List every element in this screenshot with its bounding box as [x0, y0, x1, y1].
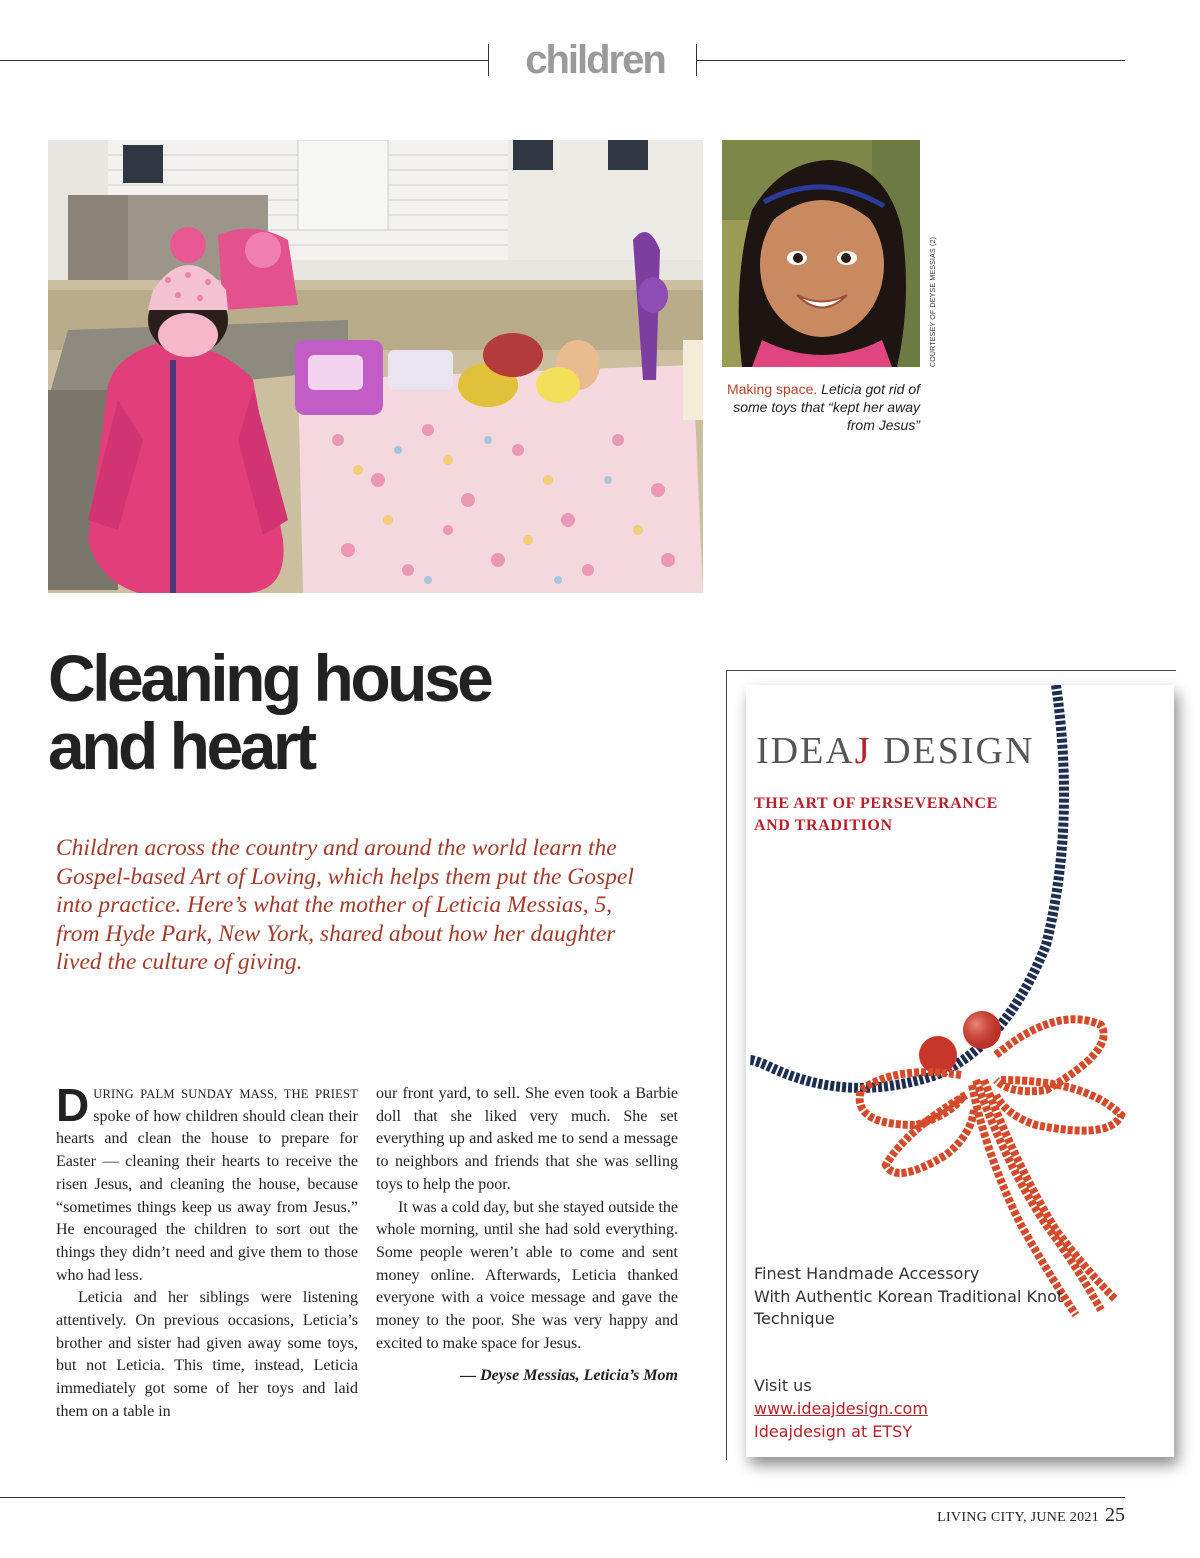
article-headline	[48, 641, 668, 783]
publication-date: LIVING CITY, JUNE 2021	[937, 1510, 1099, 1525]
ad-frame-top-rule	[726, 670, 1176, 671]
headline-line-2: and heart	[48, 709, 314, 783]
paragraph-3: It was a cold day, but she stayed outside the whole morning, until she had sold everything. Some people weren’t able to come and sent money online. Afterwards, Leticia thanked everyone with a voice message and gave the money to the poor. She was very happy and excited to make space for Jesus.	[376, 1198, 678, 1352]
ad-etsy-link[interactable]: Ideajdesign at ETSY	[754, 1422, 913, 1441]
section-tick-left	[488, 44, 489, 76]
drop-cap: D	[56, 1079, 90, 1131]
section-title: children	[525, 38, 665, 82]
photo-caption	[722, 380, 920, 434]
page-number: 25	[1105, 1504, 1125, 1526]
footer-rule	[0, 1497, 1125, 1498]
article-column-1	[56, 1079, 358, 1424]
brand-part-b: DESIGN	[871, 730, 1035, 772]
section-rule-left	[0, 60, 488, 61]
lead-in: URING PALM SUNDAY MASS, THE PRIEST	[93, 1087, 358, 1101]
article-column-2	[376, 1083, 678, 1388]
article-signature: — Deyse Messias, Leticia’s Mom	[460, 1367, 678, 1385]
ad-desc-line-3: Technique	[754, 1309, 835, 1328]
brand-accent: J	[854, 730, 872, 772]
paragraph-1	[56, 1079, 358, 1287]
page-folio	[937, 1504, 1125, 1527]
main-photo	[48, 140, 703, 593]
photo-credit: COURTESEY OF DEYSE MESSIAS (2)	[930, 236, 937, 367]
ad-brand-logo	[756, 729, 1034, 773]
section-rule-right	[696, 60, 1125, 61]
portrait-photo	[722, 140, 920, 367]
ad-desc-line-2: With Authentic Korean Traditional Knot	[754, 1286, 1064, 1306]
article-deck: Children across the country and around the world learn the Gospel-based Art of Loving, which helps them put the Gospel into practice. Here’s what the mother of Leticia Messias, 5, from Hyde Park, New York, shared about how her daughter lived the culture of giving.	[56, 835, 634, 975]
headline-line-1: Cleaning house	[48, 641, 491, 715]
tagline-line-1: THE ART OF PERSEVERANCE	[754, 795, 998, 812]
ad-description	[754, 1263, 1094, 1331]
paragraph-1-text: spoke of how children should clean their hearts and clean the house to prepare for Easter — cleaning their hearts to receive the risen Jesus, and cleaning the house, because “sometimes things keep us away from Jesus.” He encouraged the children to sort out the things they didn’t need and give them to those who had less.	[56, 1107, 358, 1284]
ideaj-design-ad[interactable]	[746, 685, 1174, 1457]
caption-text: Leticia got rid of some toys that “kept her away from Jesus”	[733, 381, 920, 433]
caption-lead: Making space.	[726, 381, 818, 397]
ad-visit-label: Visit us	[754, 1376, 812, 1395]
ad-tagline	[754, 793, 1034, 837]
ad-website-link[interactable]: www.ideajdesign.com	[754, 1399, 928, 1418]
ad-desc-line-1: Finest Handmade Accessory	[754, 1264, 980, 1283]
tagline-line-2: AND TRADITION	[754, 817, 893, 834]
ad-frame-left-rule	[726, 670, 727, 1460]
paragraph-2: Leticia and her siblings were listening attentively. On previous occasions, Leticia’s brother and sister had given away some toys, but not Leticia. This time, instead, Leticia immediately got some of her toys and laid them on a table in	[56, 1289, 358, 1420]
paragraph-2-continued: our front yard, to sell. She even took a Barbie doll that she liked very much. She set everything up and asked me to send a message to neighbors and friends that she was selling toys to help the poor.	[376, 1085, 678, 1193]
brand-part-a: IDEA	[756, 730, 855, 772]
